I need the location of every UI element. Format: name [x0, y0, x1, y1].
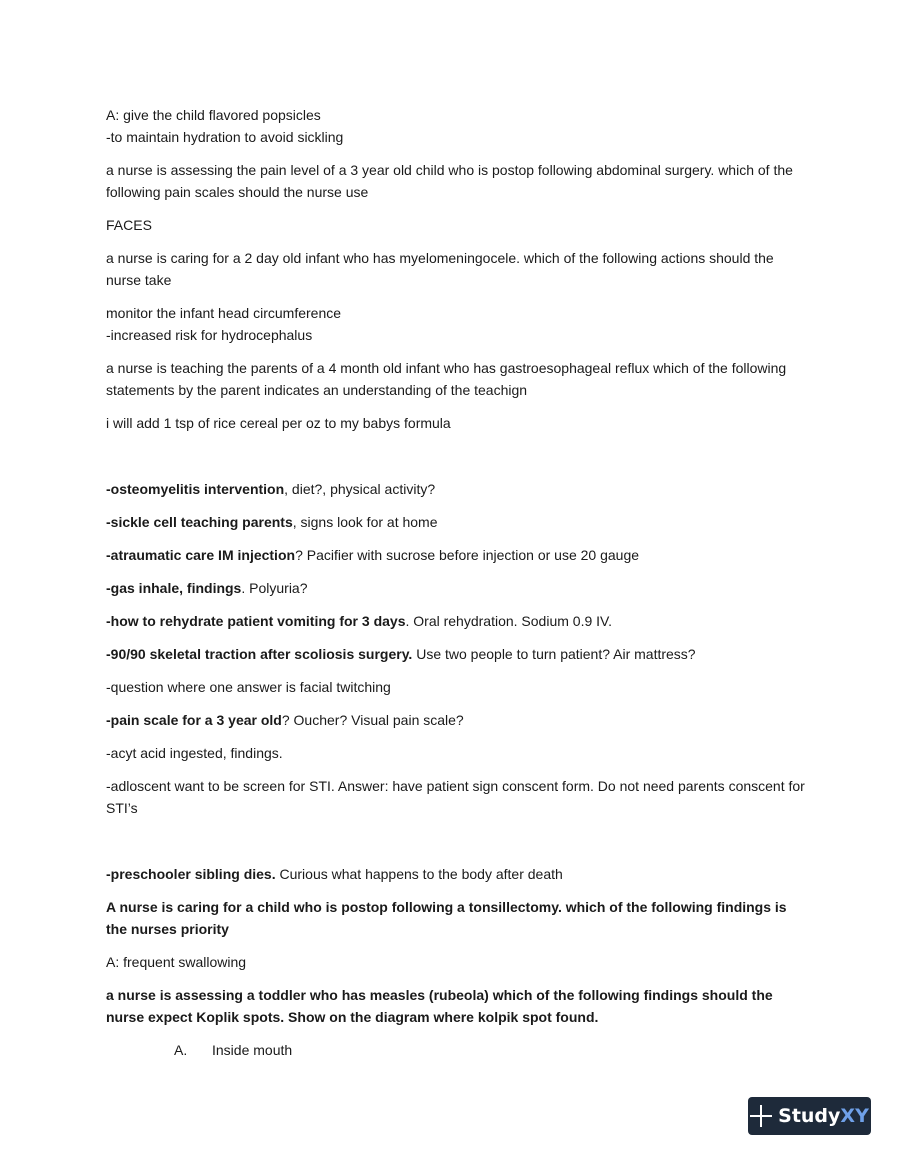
- brand-accent: XY: [840, 1105, 869, 1127]
- note-item: -acyt acid ingested, findings.: [106, 745, 283, 761]
- note-item: -osteomyelitis intervention, diet?, physical activity?: [106, 481, 436, 497]
- question-reflux: a nurse is teaching the parents of a 4 month old infant who has gastroesophageal reflux which of the following statements by the parent indicates an understanding of the teachign: [106, 360, 787, 398]
- note-item: -gas inhale, findings. Polyuria?: [106, 580, 308, 596]
- question-measles: a nurse is assessing a toddler who has measles (rubeola) which of the following findings should the nurse expect Koplik spots. Show on the diagram where kolpik spot found.: [106, 987, 773, 1025]
- note-item: -atraumatic care IM injection? Pacifier with sucrose before injection or use 20 gauge: [106, 547, 640, 563]
- studyxy-logo: [748, 1097, 871, 1135]
- plus-icon: [750, 1105, 772, 1127]
- list-marker: A.: [174, 1042, 188, 1058]
- rationale-line: -to maintain hydration to avoid sickling: [106, 129, 344, 145]
- answer-head-circumference: monitor the infant head circumference: [106, 305, 342, 321]
- note-preschooler: -preschooler sibling dies. Curious what happens to the body after death: [106, 866, 563, 882]
- answer-faces: FACES: [106, 217, 152, 233]
- note-item: -pain scale for a 3 year old? Oucher? Visual pain scale?: [106, 712, 464, 728]
- note-item: -adloscent want to be screen for STI. Answer: have patient sign conscent form. Do not need parents conscent for STI’s: [106, 778, 805, 816]
- spacer: [106, 445, 806, 478]
- note-item: -question where one answer is facial twitching: [106, 679, 391, 695]
- note-item: -how to rehydrate patient vomiting for 3 days. Oral rehydration. Sodium 0.9 IV.: [106, 613, 612, 629]
- question-myelomeningocele: a nurse is caring for a 2 day old infant who has myelomeningocele. which of the following actions should the nurse take: [106, 250, 774, 288]
- list-item: [174, 1039, 806, 1061]
- note-item: -sickle cell teaching parents, signs look for at home: [106, 514, 438, 530]
- question-pain-scale: a nurse is assessing the pain level of a 3 year old child who is postop following abdominal surgery. which of the following pain scales should the nurse use: [106, 162, 793, 200]
- answer-rice-cereal: i will add 1 tsp of rice cereal per oz to my babys formula: [106, 415, 451, 431]
- rationale-hydrocephalus: -increased risk for hydrocephalus: [106, 327, 313, 343]
- document-body: [106, 104, 806, 1061]
- answer-line: A: give the child flavored popsicles: [106, 107, 321, 123]
- note-item: -90/90 skeletal traction after scoliosis surgery. Use two people to turn patient? Air mattress?: [106, 646, 696, 662]
- spacer: [106, 830, 806, 863]
- list-item-text: Inside mouth: [212, 1042, 293, 1058]
- question-tonsillectomy: A nurse is caring for a child who is postop following a tonsillectomy. which of the following findings is the nurses priority: [106, 899, 787, 937]
- answer-swallowing: A: frequent swallowing: [106, 954, 247, 970]
- brand-main: Study: [778, 1105, 841, 1127]
